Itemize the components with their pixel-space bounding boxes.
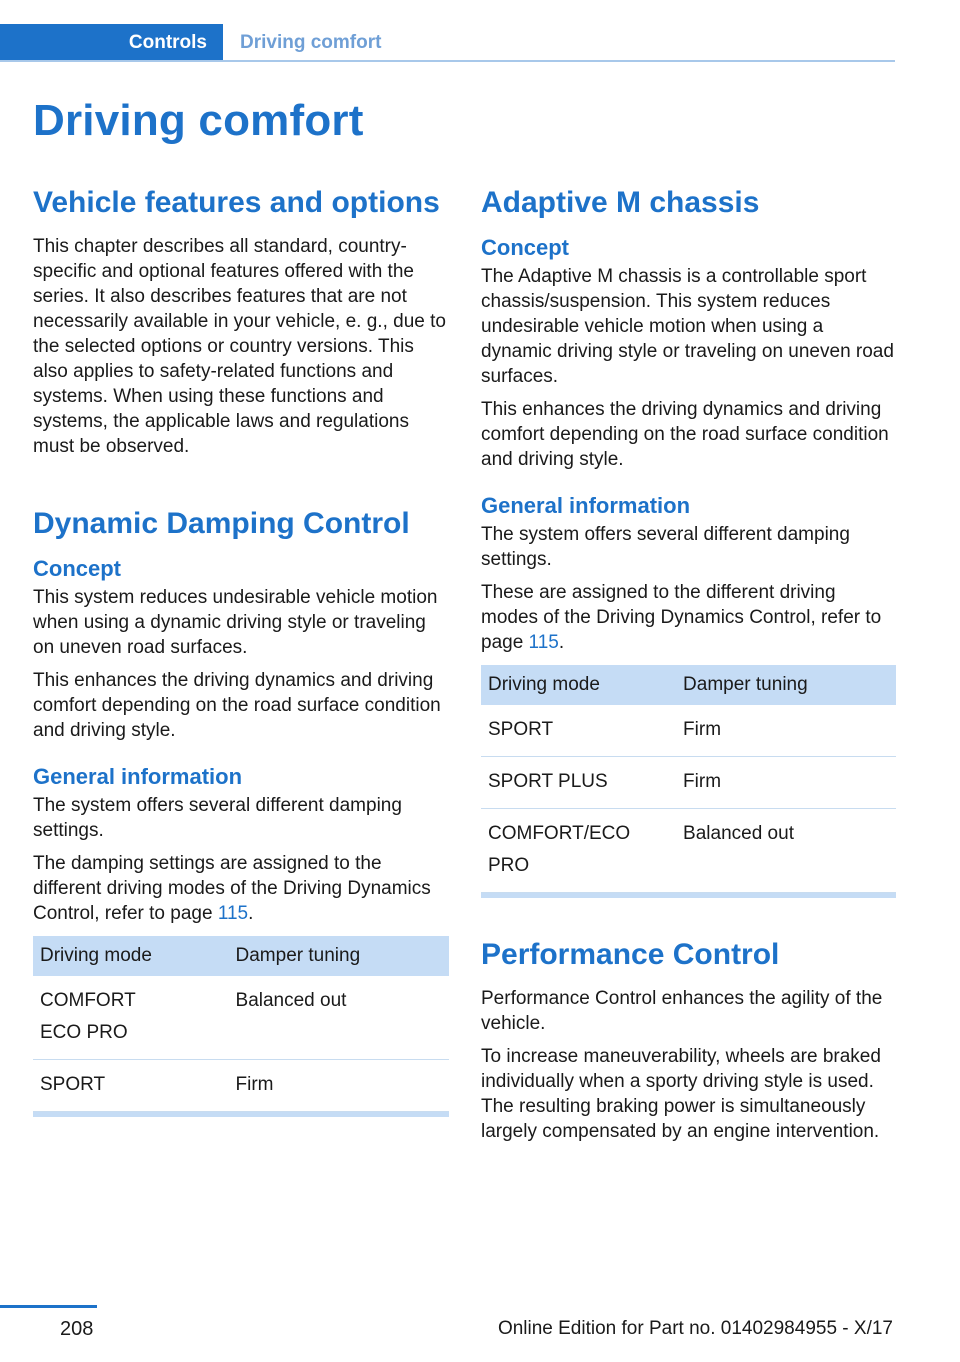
adaptive-general-heading: General information	[481, 493, 691, 518]
table-cell-tuning: Balanced out	[676, 809, 896, 893]
table-cell-mode: SPORT	[481, 705, 676, 757]
table-cell-mode: COMFORT/ECO PRO	[481, 809, 676, 893]
ddc-concept-heading: Concept	[33, 556, 121, 581]
page-link-115[interactable]: 115	[528, 632, 559, 653]
header-divider	[0, 60, 895, 62]
ddc-general-text-2: The damping settings are assigned to the different driving modes of the Driving Dynamics Control, refer to page 115.	[33, 853, 431, 924]
table-row	[481, 705, 896, 757]
table-cell-tuning: Firm	[676, 705, 896, 757]
table-row	[33, 1060, 449, 1112]
performance-control-heading: Performance Control	[481, 938, 780, 971]
vehicle-features-heading: Vehicle features and options	[33, 186, 440, 219]
ddc-concept-text-2: This enhances the driving dynamics and driving comfort depending on the road surface condition and driving style.	[33, 670, 441, 741]
ddc-concept-text-1: This system reduces undesirable vehicle motion when using a dynamic driving style or traveling on uneven road surfaces.	[33, 587, 438, 658]
column-header-damper-tuning: Damper tuning	[676, 665, 896, 705]
performance-control-text-1: Performance Control enhances the agility of the vehicle.	[481, 988, 883, 1034]
table-cell-mode: SPORT PLUS	[481, 757, 676, 809]
ddc-general-heading: General information	[33, 764, 243, 789]
ddc-damper-table	[33, 936, 449, 1112]
breadcrumb-driving-comfort[interactable]: Driving comfort	[240, 31, 382, 53]
adaptive-concept-text-1: The Adaptive M chassis is a controllable sport chassis/suspension. This system reduces undesirable vehicle motion when using a dynamic driving style or traveling on uneven road surfaces.	[481, 266, 894, 387]
ddc-heading: Dynamic Damping Control	[33, 507, 410, 540]
page-number: 208	[60, 1318, 94, 1340]
section-tab-controls[interactable]: Controls	[0, 24, 223, 61]
table-end-rule	[33, 1112, 449, 1117]
column-header-damper-tuning: Damper tuning	[229, 936, 449, 976]
adaptive-concept-text-2: This enhances the driving dynamics and driving comfort depending on the road surface condition and driving style.	[481, 399, 889, 470]
page-title: Driving comfort	[33, 96, 364, 145]
table-header-row	[481, 665, 896, 705]
table-cell-tuning: Firm	[229, 1060, 449, 1112]
adaptive-general-text-2: These are assigned to the different driving modes of the Driving Dynamics Control, refer to page 115.	[481, 582, 882, 653]
page-link-115[interactable]: 115	[217, 903, 249, 924]
table-cell-tuning: Firm	[676, 757, 896, 809]
performance-control-text-2: To increase maneuverability, wheels are braked individually when a sporty driving style is used. The resulting braking power is simultaneously largely compensated by an engine intervention.	[481, 1046, 881, 1142]
table-row	[481, 809, 896, 893]
adaptive-general-text-1: The system offers several different damping settings.	[481, 524, 850, 570]
ddc-general-text-1: The system offers several different damping settings.	[33, 795, 402, 841]
table-header-row	[33, 936, 449, 976]
table-cell-mode: SPORT	[33, 1060, 229, 1112]
vehicle-features-text: This chapter describes all standard, country-specific and optional features offered with the series. It also describes features that are not necessarily available in your vehicle, e. g., due to the selected options or country versions. This also applies to safety-related functions and systems. When using these functions and systems, the applicable laws and regulations must be observed.	[33, 236, 446, 457]
table-row	[481, 757, 896, 809]
right-column	[481, 184, 896, 1152]
column-header-driving-mode: Driving mode	[481, 665, 676, 705]
edition-note: Online Edition for Part no. 01402984955 - X/17	[497, 1318, 893, 1339]
adaptive-chassis-heading: Adaptive M chassis	[481, 186, 760, 219]
column-header-driving-mode: Driving mode	[33, 936, 229, 976]
footer-rule	[0, 1305, 97, 1308]
table-cell-tuning: Balanced out	[229, 976, 449, 1060]
adaptive-concept-heading: Concept	[481, 235, 569, 260]
table-cell-mode: COMFORT ECO PRO	[33, 976, 229, 1060]
table-row	[33, 976, 449, 1060]
left-column	[33, 184, 449, 1117]
adaptive-damper-table	[481, 665, 896, 893]
header-bar	[0, 24, 895, 62]
